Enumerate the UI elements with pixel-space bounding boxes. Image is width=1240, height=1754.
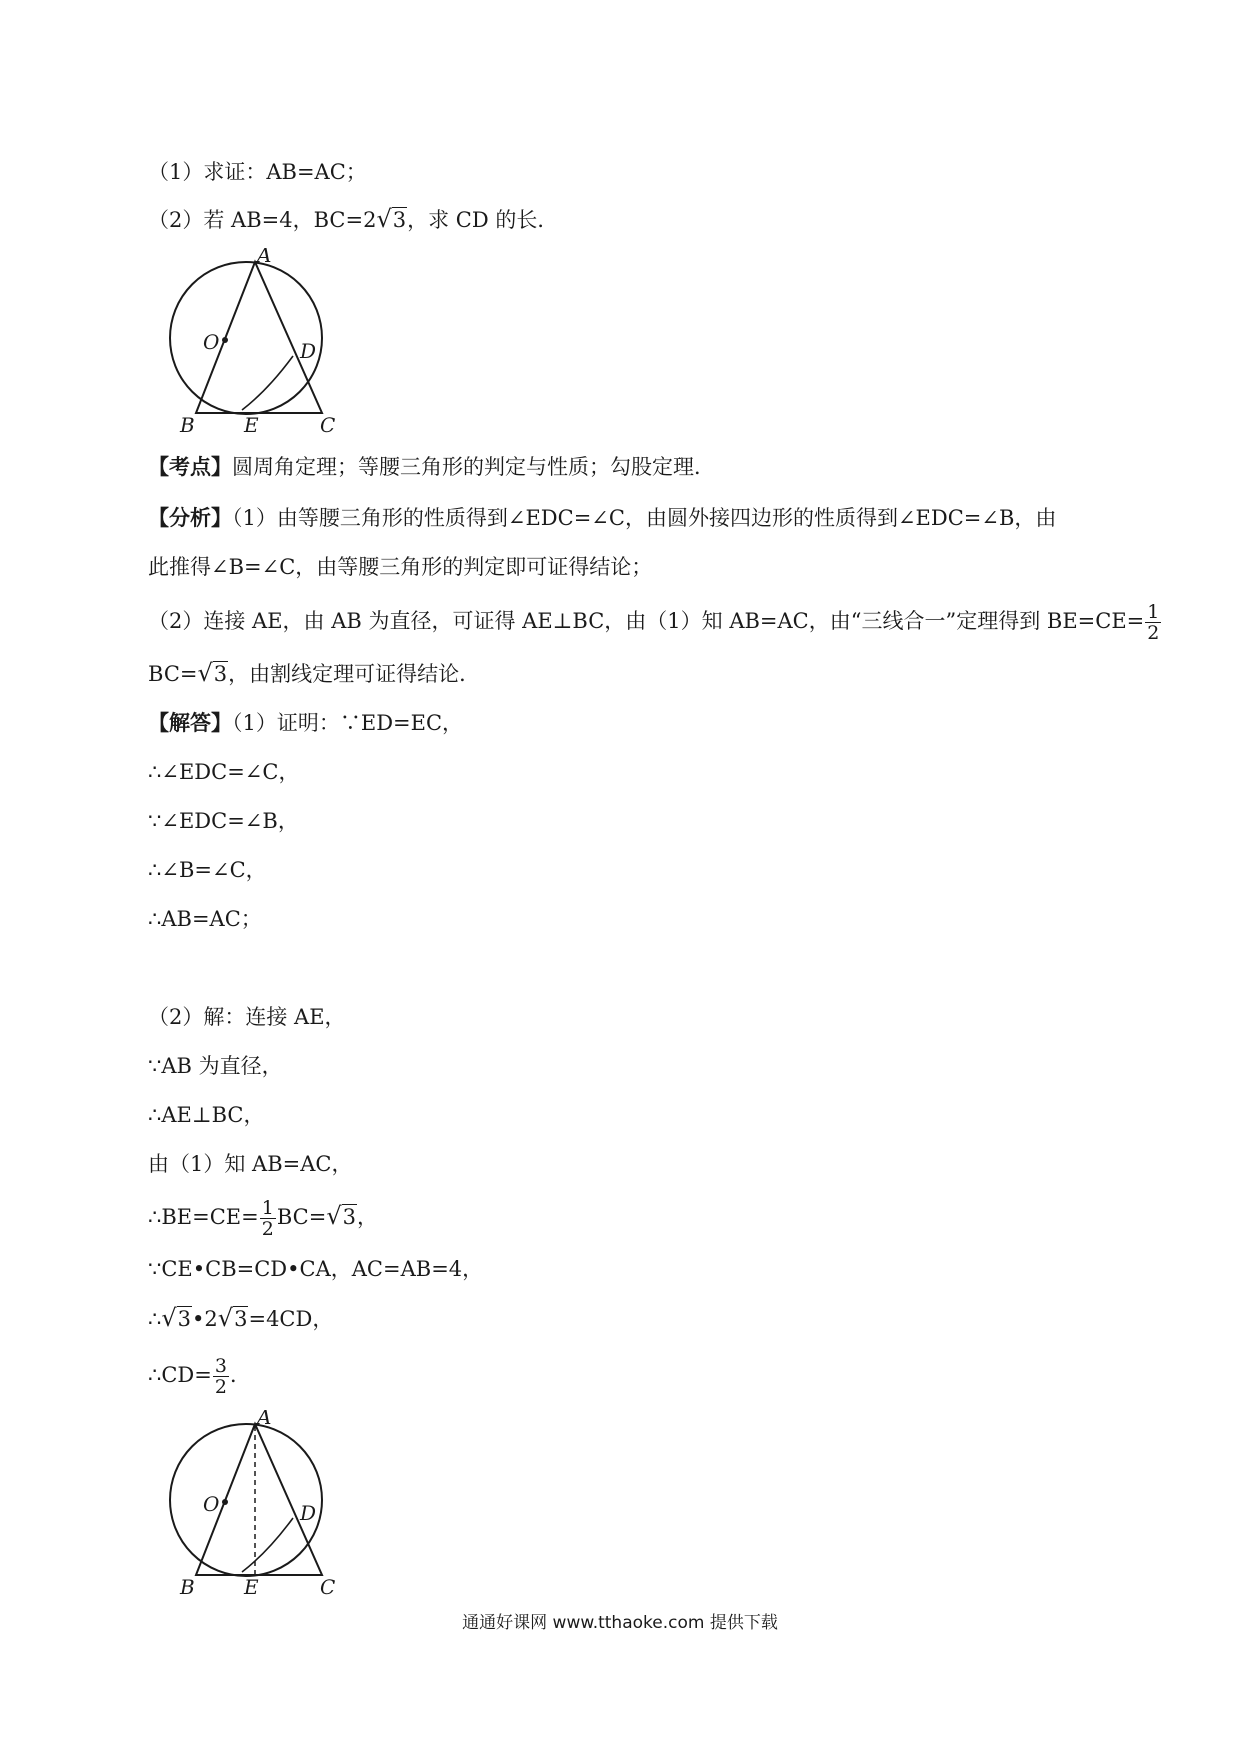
- footer: 通通好课网 www.tthaoke.com 提供下载: [462, 1613, 778, 1633]
- jieda-step: ∴∠B=∠C，: [148, 858, 267, 882]
- figure-circle-triangle-2: [140, 1410, 340, 1600]
- jieda-p2-step: ∴CD= $\frac{3}{2}$ ．: [148, 1355, 251, 1398]
- fenxi-line-3: （2）连接 AE，由 AB 为直径，可证得 AE⊥BC，由（1）知 AB=AC，由“三线合一”定理得到 BE=CE= $\frac{1}{2}$: [148, 601, 1160, 644]
- sqrt: √3: [376, 205, 407, 233]
- label-b: B: [180, 1575, 195, 1599]
- sqrt: √3: [217, 1304, 248, 1332]
- jieda-p2-step: 由（1）知 AB=AC，: [148, 1152, 353, 1176]
- jieda-intro: 【解答】（1）证明：∵ED=EC，: [148, 710, 464, 735]
- sqrt: √3: [326, 1202, 356, 1230]
- question-part1: （1）求证：AB=AC；: [148, 160, 367, 184]
- label-e: E: [244, 1575, 259, 1599]
- fenxi-line-1: 【分析】（1）由等腰三角形的性质得到∠EDC=∠C，由圆外接四边形的性质得到∠EDC=∠B，由: [148, 505, 1057, 530]
- label-b: B: [180, 413, 195, 437]
- label-e: E: [244, 413, 259, 437]
- jieda-step: ∴∠EDC=∠C，: [148, 760, 300, 784]
- sqrt: √3: [161, 1304, 192, 1332]
- label-d: D: [300, 1501, 317, 1525]
- jieda-p2-step: ∴AE⊥BC，: [148, 1103, 265, 1127]
- jieda-p2-step: ∴√3•2√3=4CD，: [148, 1304, 334, 1332]
- fraction: $\frac{3}{2}$: [214, 1355, 227, 1398]
- label-a: A: [257, 1410, 272, 1429]
- jieda-p2-step: ∵AB 为直径，: [148, 1054, 283, 1078]
- jieda-p2-step: ∴BE=CE= $\frac{1}{2}$ BC=√3，: [148, 1197, 378, 1240]
- label-o: O: [203, 1492, 220, 1516]
- center-point: [222, 337, 228, 343]
- figure-circle-triangle-1: [140, 248, 340, 438]
- question-part2: （2）若 AB=4，BC=2√3，求 CD 的长．: [148, 205, 559, 233]
- label-c: C: [320, 413, 336, 437]
- fraction: $\frac{1}{2}$: [1147, 601, 1160, 644]
- sqrt: √3: [197, 659, 228, 687]
- center-point: [222, 1499, 228, 1505]
- jieda-step: ∴AB=AC；: [148, 907, 262, 931]
- jieda-p2-step: ∵CE•CB=CD•CA，AC=AB=4，: [148, 1257, 484, 1281]
- jieda-step: ∵∠EDC=∠B，: [148, 809, 299, 833]
- kaodian-line: 【考点】圆周角定理；等腰三角形的判定与性质；勾股定理．: [148, 454, 715, 479]
- fenxi-line-4: BC=√3，由割线定理可证得结论．: [148, 659, 481, 687]
- label-o: O: [203, 330, 220, 354]
- jieda-p2-intro: （2）解：连接 AE，: [148, 1005, 346, 1029]
- label-c: C: [320, 1575, 336, 1599]
- label-d: D: [300, 339, 317, 363]
- fraction: $\frac{1}{2}$: [261, 1197, 274, 1240]
- label-a: A: [257, 248, 272, 267]
- fenxi-line-2: 此推得∠B=∠C，由等腰三角形的判定即可证得结论；: [148, 555, 653, 579]
